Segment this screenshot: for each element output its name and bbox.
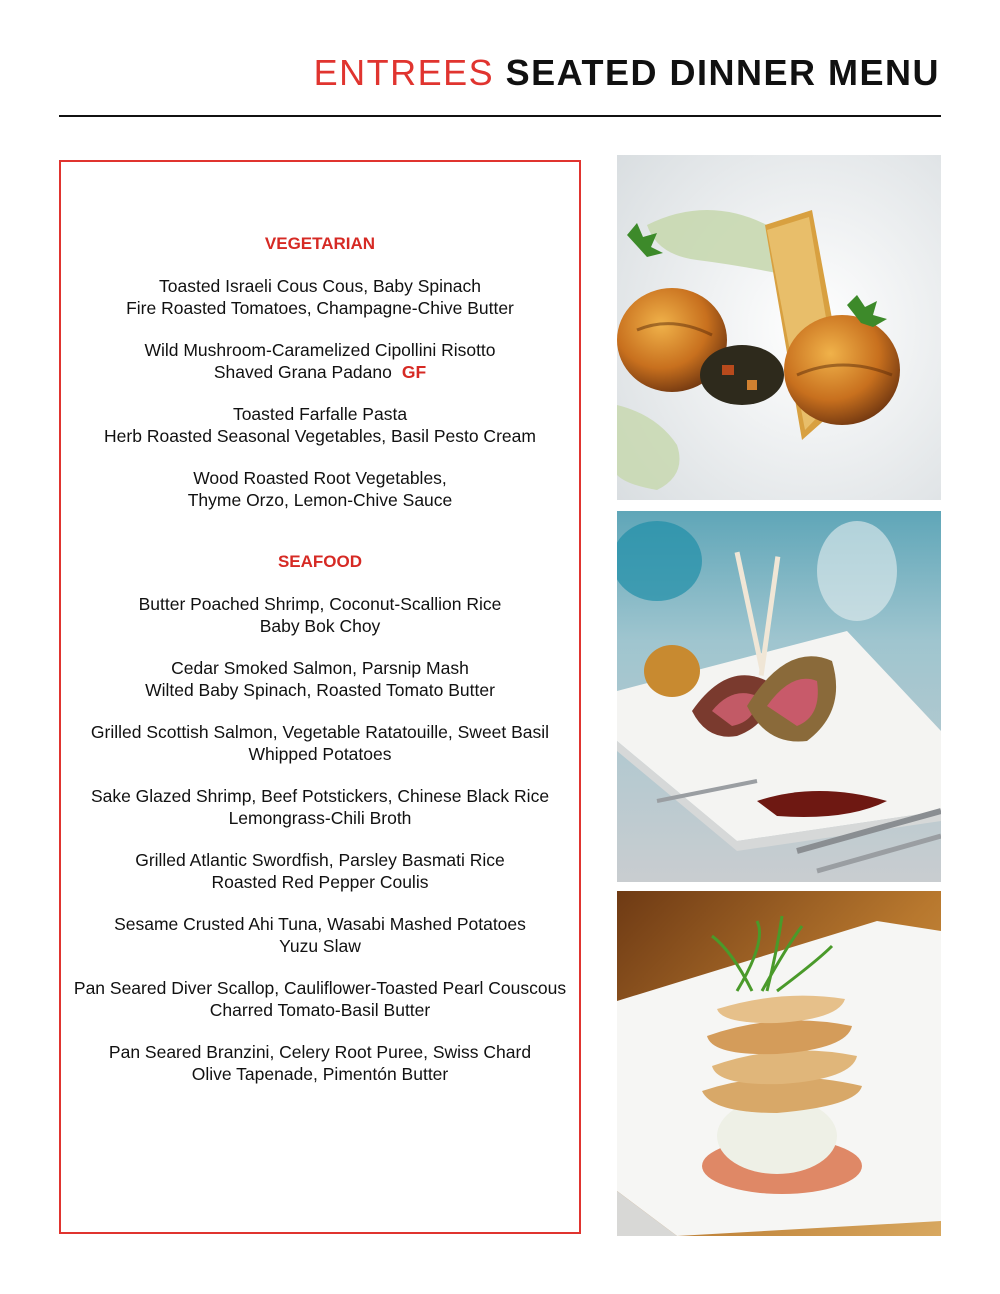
menu-item-line: Charred Tomato-Basil Butter (209, 999, 431, 1020)
section-heading-seafood: SEAFOOD (277, 552, 363, 571)
menu-item-line: Pan Seared Diver Scallop, Cauliflower-Toasted Pearl Couscous (73, 978, 567, 998)
section-heading-vegetarian: VEGETARIAN (264, 234, 376, 253)
menu-item-line: Whipped Potatoes (248, 743, 392, 764)
menu-item (61, 658, 579, 701)
seafood-list (61, 594, 579, 1085)
menu-item-line: Grilled Atlantic Swordfish, Parsley Basmati Rice (135, 850, 505, 870)
page-title (314, 52, 940, 94)
menu-item-line: Butter Poached Shrimp, Coconut-Scallion Rice (138, 594, 502, 614)
menu-item-line: Roasted Red Pepper Coulis (211, 871, 429, 892)
vegetarian-list (61, 276, 579, 511)
menu-item-line: Thyme Orzo, Lemon-Chive Sauce (187, 489, 453, 510)
menu-item-line: Baby Bok Choy (259, 615, 381, 636)
menu-item-line (61, 362, 579, 384)
menu-item-line: Wood Roasted Root Vegetables, (193, 468, 447, 488)
menu-item (61, 850, 579, 893)
menu-item-line: Olive Tapenade, Pimentón Butter (191, 1063, 449, 1084)
menu-item-line: Pan Seared Branzini, Celery Root Puree, Swiss Chard (108, 1042, 532, 1062)
menu-item (61, 340, 579, 383)
menu-item-line: Wild Mushroom-Caramelized Cipollini Risotto (144, 340, 496, 360)
menu-item-line: Cedar Smoked Salmon, Parsnip Mash (171, 658, 469, 678)
menu-item (61, 404, 579, 447)
food-photo-stacked-fish (617, 891, 941, 1236)
gluten-free-badge: GF (401, 361, 427, 382)
food-photo-scallops (617, 155, 941, 500)
menu-item-line: Grilled Scottish Salmon, Vegetable Ratatouille, Sweet Basil (90, 722, 550, 742)
menu-item-line: Lemongrass-Chili Broth (228, 807, 412, 828)
menu-item-line: Sesame Crusted Ahi Tuna, Wasabi Mashed Potatoes (114, 914, 526, 934)
menu-item (61, 978, 579, 1021)
food-photo-lamb-art (617, 511, 941, 882)
header-divider (59, 115, 941, 117)
menu-item (61, 914, 579, 957)
menu-item (61, 468, 579, 511)
food-photo-lamb (617, 511, 941, 882)
menu-item-line: Herb Roasted Seasonal Vegetables, Basil Pesto Cream (104, 425, 536, 446)
food-photo-scallops-art (617, 155, 941, 500)
menu-item (61, 722, 579, 765)
menu-item-line-text: Shaved Grana Padano (213, 361, 392, 382)
menu-item-line: Fire Roasted Tomatoes, Champagne-Chive Butter (126, 297, 514, 318)
menu-panel (59, 160, 581, 1234)
title-entrees: ENTREES (313, 52, 495, 93)
menu-item (61, 594, 579, 637)
menu-item-line: Toasted Israeli Cous Cous, Baby Spinach (159, 276, 481, 296)
menu-item (61, 786, 579, 829)
menu-item-line: Yuzu Slaw (279, 935, 361, 956)
menu-item-line: Sake Glazed Shrimp, Beef Potstickers, Chinese Black Rice (90, 786, 550, 806)
menu-item (61, 1042, 579, 1085)
menu-item (61, 276, 579, 319)
title-seated-dinner-menu: SEATED DINNER MENU (505, 52, 940, 93)
menu-item-line: Toasted Farfalle Pasta (232, 404, 408, 424)
food-photo-stacked-fish-art (617, 891, 941, 1236)
menu-item-line: Wilted Baby Spinach, Roasted Tomato Butter (145, 679, 495, 700)
